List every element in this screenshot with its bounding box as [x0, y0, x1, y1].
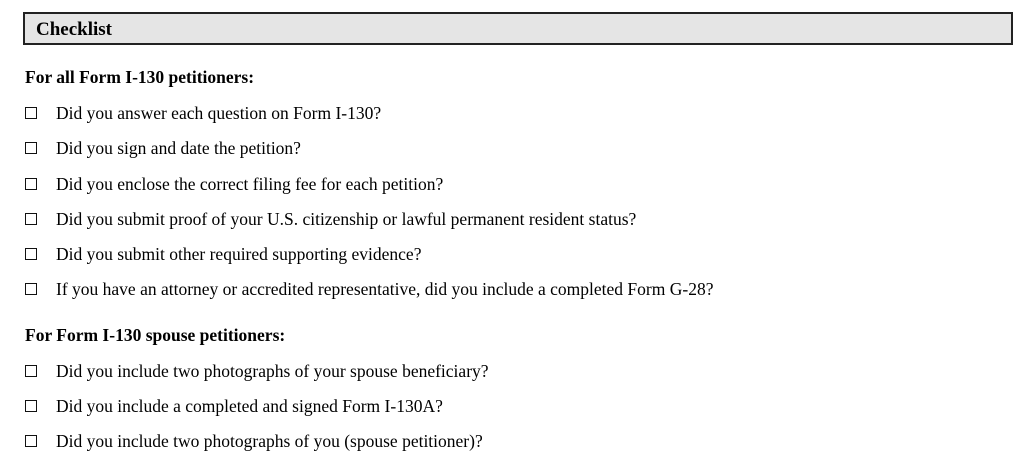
checklist-item-petitioner-photographs[interactable]	[25, 429, 483, 453]
checklist-item-label: Did you include two photographs of you (spouse petitioner)?	[56, 431, 483, 451]
checkbox-icon[interactable]	[25, 283, 37, 295]
checkbox-icon[interactable]	[25, 178, 37, 190]
checklist-item-label: Did you submit proof of your U.S. citizenship or lawful permanent resident status?	[56, 209, 637, 229]
checklist-item-filing-fee[interactable]	[25, 172, 443, 196]
checkbox-icon[interactable]	[25, 435, 37, 447]
checkbox-icon[interactable]	[25, 400, 37, 412]
checklist-item-answer-questions[interactable]	[25, 101, 381, 125]
checklist-header-bar	[23, 12, 1013, 45]
section-heading-spouse-petitioners: For Form I-130 spouse petitioners:	[25, 325, 286, 345]
checkbox-icon[interactable]	[25, 107, 37, 119]
checklist-item-label: Did you include two photographs of your spouse beneficiary?	[56, 361, 489, 381]
checklist-title: Checklist	[36, 19, 112, 40]
checklist-item-citizenship-proof[interactable]	[25, 207, 636, 231]
checklist-item-label: If you have an attorney or accredited representative, did you include a completed Form G-28?	[56, 279, 714, 299]
checklist-item-label: Did you submit other required supporting evidence?	[56, 244, 422, 264]
checkbox-icon[interactable]	[25, 365, 37, 377]
checklist-item-label: Did you include a completed and signed Form I-130A?	[56, 396, 443, 416]
checkbox-icon[interactable]	[25, 213, 37, 225]
checklist-item-label: Did you enclose the correct filing fee for each petition?	[56, 174, 444, 194]
checklist-item-sign-date[interactable]	[25, 136, 301, 160]
checklist-item-supporting-evidence[interactable]	[25, 242, 421, 266]
checklist-item-form-g28[interactable]	[25, 277, 713, 301]
section-heading-all-petitioners: For all Form I-130 petitioners:	[25, 67, 255, 87]
checkbox-icon[interactable]	[25, 248, 37, 260]
checklist-item-label: Did you sign and date the petition?	[56, 138, 301, 158]
checklist-item-form-i130a[interactable]	[25, 394, 443, 418]
checklist-item-spouse-photographs[interactable]	[25, 359, 489, 383]
checklist-item-label: Did you answer each question on Form I-130?	[56, 103, 382, 123]
checkbox-icon[interactable]	[25, 142, 37, 154]
